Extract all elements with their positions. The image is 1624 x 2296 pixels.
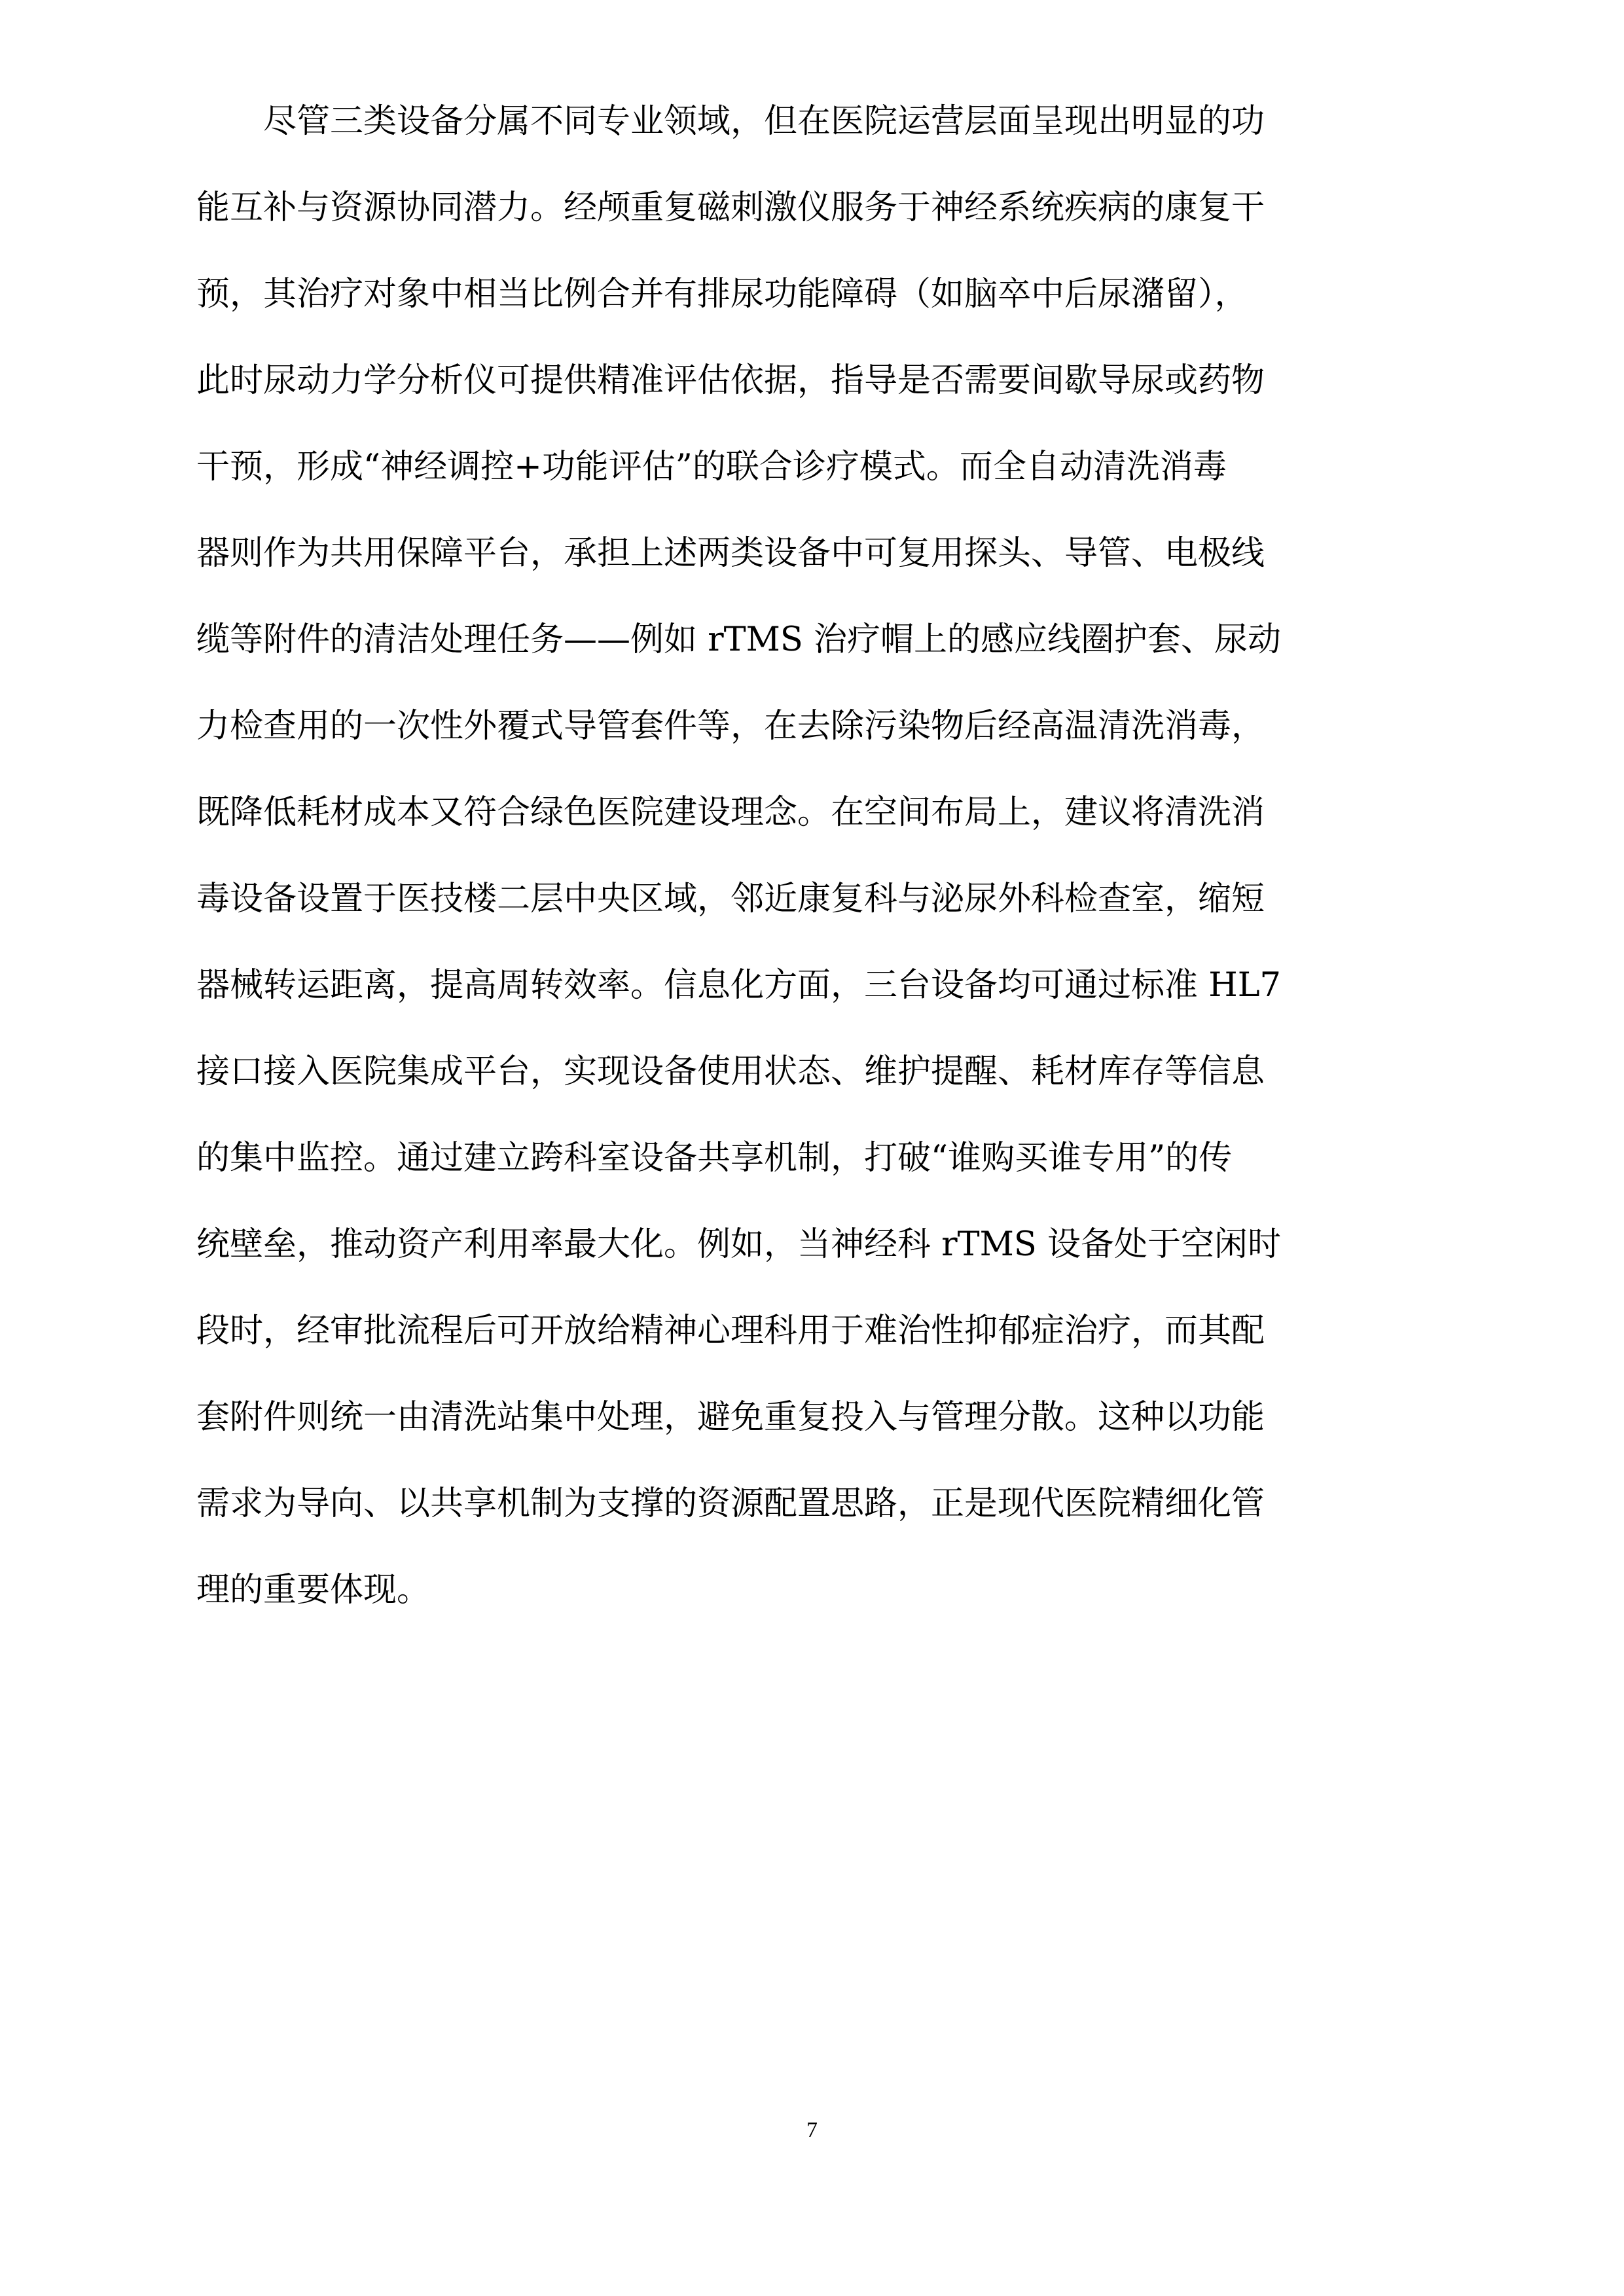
paragraph-line: 干预，形成“神经调控+功能评估”的联合诊疗模式。而全自动清洗消毒 (196, 448, 1227, 486)
page-number: 7 (806, 2118, 818, 2142)
paragraph-line: 缆等附件的清洁处理任务——例如 rTMS 治疗帽上的感应线圈护套、尿动 (196, 620, 1281, 659)
paragraph-line: 器则作为共用保障平台，承担上述两类设备中可复用探头、导管、电极线 (196, 534, 1265, 573)
paragraph-line: 段时，经审批流程后可开放给精神心理科用于难治性抑郁症治疗，而其配 (196, 1312, 1265, 1350)
paragraph-line: 器械转运距离，提高周转效率。信息化方面，三台设备均可通过标准 HL7 (196, 966, 1282, 1005)
paragraph-line: 的集中监控。通过建立跨科室设备共享机制，打破“谁购买谁专用”的传 (196, 1139, 1233, 1177)
paragraph-line: 力检查用的一次性外覆式导管套件等，在去除污染物后经高温清洗消毒， (196, 707, 1265, 745)
paragraph-line: 能互补与资源协同潜力。经颅重复磁刺激仪服务于神经系统疾病的康复干 (196, 188, 1265, 227)
body-paragraph (196, 79, 1427, 1634)
paragraph-line: 需求为导向、以共享机制为支撑的资源配置思路，正是现代医院精细化管 (196, 1484, 1265, 1523)
paragraph-line: 既降低耗材成本又符合绿色医院建设理念。在空间布局上，建议将清洗消 (196, 793, 1265, 832)
paragraph-line: 预，其治疗对象中相当比例合并有排尿功能障碍（如脑卒中后尿潴留）， (196, 275, 1248, 314)
paragraph-line: 套附件则统一由清洗站集中处理，避免重复投入与管理分散。这种以功能 (196, 1398, 1265, 1437)
paragraph-line: 统壁垒，推动资产利用率最大化。例如，当神经科 rTMS 设备处于空闲时 (196, 1225, 1281, 1264)
paragraph-line: 此时尿动力学分析仪可提供精准评估依据，指导是否需要间歇导尿或药物 (196, 361, 1265, 400)
paragraph-line: 接口接入医院集成平台，实现设备使用状态、维护提醒、耗材库存等信息 (196, 1052, 1265, 1091)
paragraph-line: 理的重要体现。 (196, 1571, 431, 1609)
paragraph-line: 尽管三类设备分属不同专业领域，但在医院运营层面呈现出明显的功 (263, 102, 1265, 141)
paragraph-line: 毒设备设置于医技楼二层中央区域，邻近康复科与泌尿外科检查室，缩短 (196, 880, 1265, 918)
